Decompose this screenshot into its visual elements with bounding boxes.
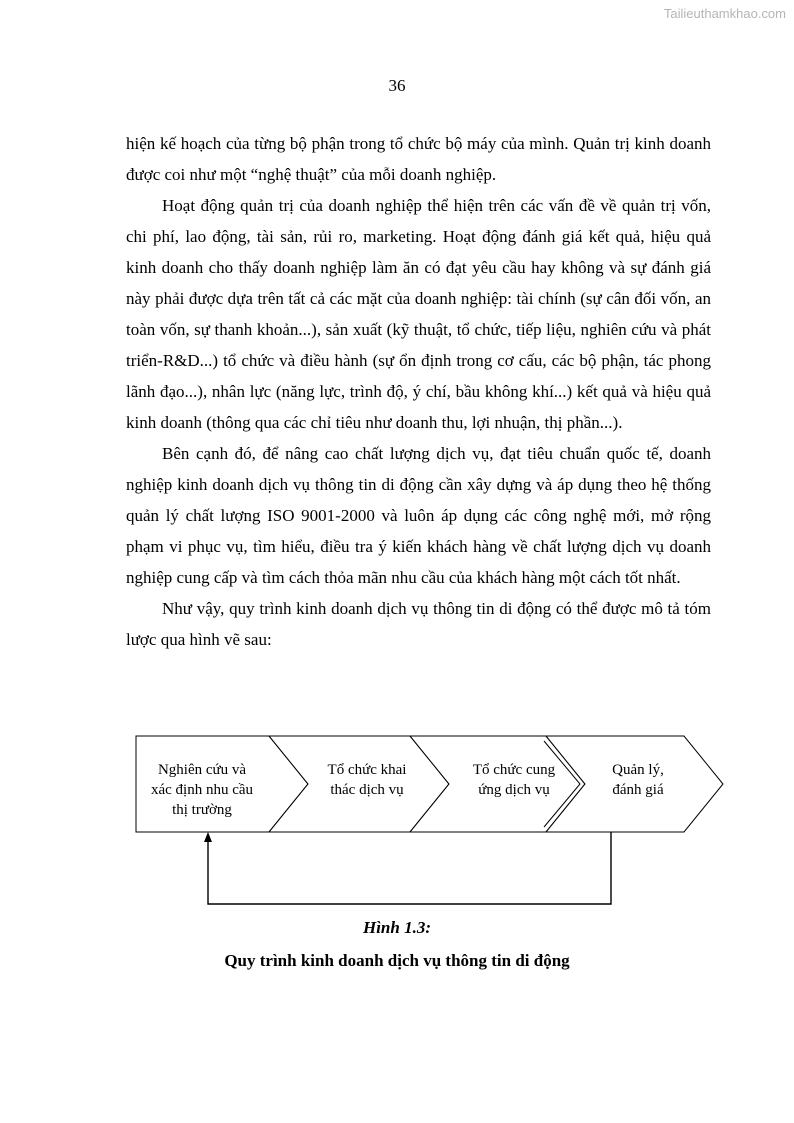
paragraph-1: hiện kế hoạch của từng bộ phận trong tổ chức bộ máy của mình. Quản trị kinh doanh được coi như một “nghệ thuật” của mỗi doanh nghiệp.: [126, 134, 711, 184]
feedback-line: [208, 832, 611, 904]
paragraph-2: Hoạt động quản trị của doanh nghiệp thể hiện trên các vấn đề về quản trị vốn, chi phí, lao động, tài sản, rủi ro, marketing. Hoạt động đánh giá kết quả, hiệu quả kinh doanh cho thấy doanh nghiệp làm ăn có đạt yêu cầu hay không và sự đánh giá này phải được dựa trên tất cả các mặt của doanh nghiệp: tài chính (sự cân đối vốn, an toàn vốn, sự thanh khoản...), sản xuất (kỹ thuật, tổ chức, tiếp liệu, nghiên cứu và phát triển-R&D...) tổ chức và điều hành (sự ổn định trong cơ cấu, các bộ phận, tác phong lãnh đạo...), nhân lực (năng lực, trình độ, ý chí, bầu không khí...) kết quả và hiệu quả kinh doanh (thông qua các chỉ tiêu như doanh thu, lợi nhuận, thị phần...).: [126, 196, 711, 432]
paragraph-3: Bên cạnh đó, để nâng cao chất lượng dịch vụ, đạt tiêu chuẩn quốc tế, doanh nghiệp kinh doanh dịch vụ thông tin di động cần xây dựng và áp dụng theo hệ thống quản lý chất lượng ISO 9001-2000 và luôn áp dụng các công nghệ mới, mở rộng phạm vi phục vụ, tìm hiểu, điều tra ý kiến khách hàng về chất lượng dịch vụ doanh nghiệp cung cấp và tìm cách thỏa mãn nhu cầu của khách hàng một cách tốt nhất.: [126, 444, 711, 587]
figure-caption-text: Quy trình kinh doanh dịch vụ thông tin di động: [224, 951, 570, 970]
step-label-2: Tổ chức khai thác dịch vụ: [327, 762, 407, 798]
paragraph-4: Như vậy, quy trình kinh doanh dịch vụ thông tin di động có thể được mô tả tóm lược qua hình vẽ sau:: [126, 599, 711, 649]
step-label-3: Tổ chức cung ứng dịch vụ: [472, 762, 556, 798]
page-number: 36: [388, 76, 406, 95]
step-label-1: Nghiên cứu và xác định nhu cầu thị trường: [150, 762, 254, 818]
feedback-arrowhead: [204, 832, 212, 842]
step-label-4: Quản lý, đánh giá: [612, 762, 664, 798]
figure-caption-title: Hình 1.3:: [362, 918, 432, 937]
process-diagram: [126, 728, 726, 914]
body-text: [126, 128, 711, 655]
watermark: Tailieuthamkhao.com: [663, 6, 786, 21]
process-diagram-shapes: [126, 728, 726, 914]
